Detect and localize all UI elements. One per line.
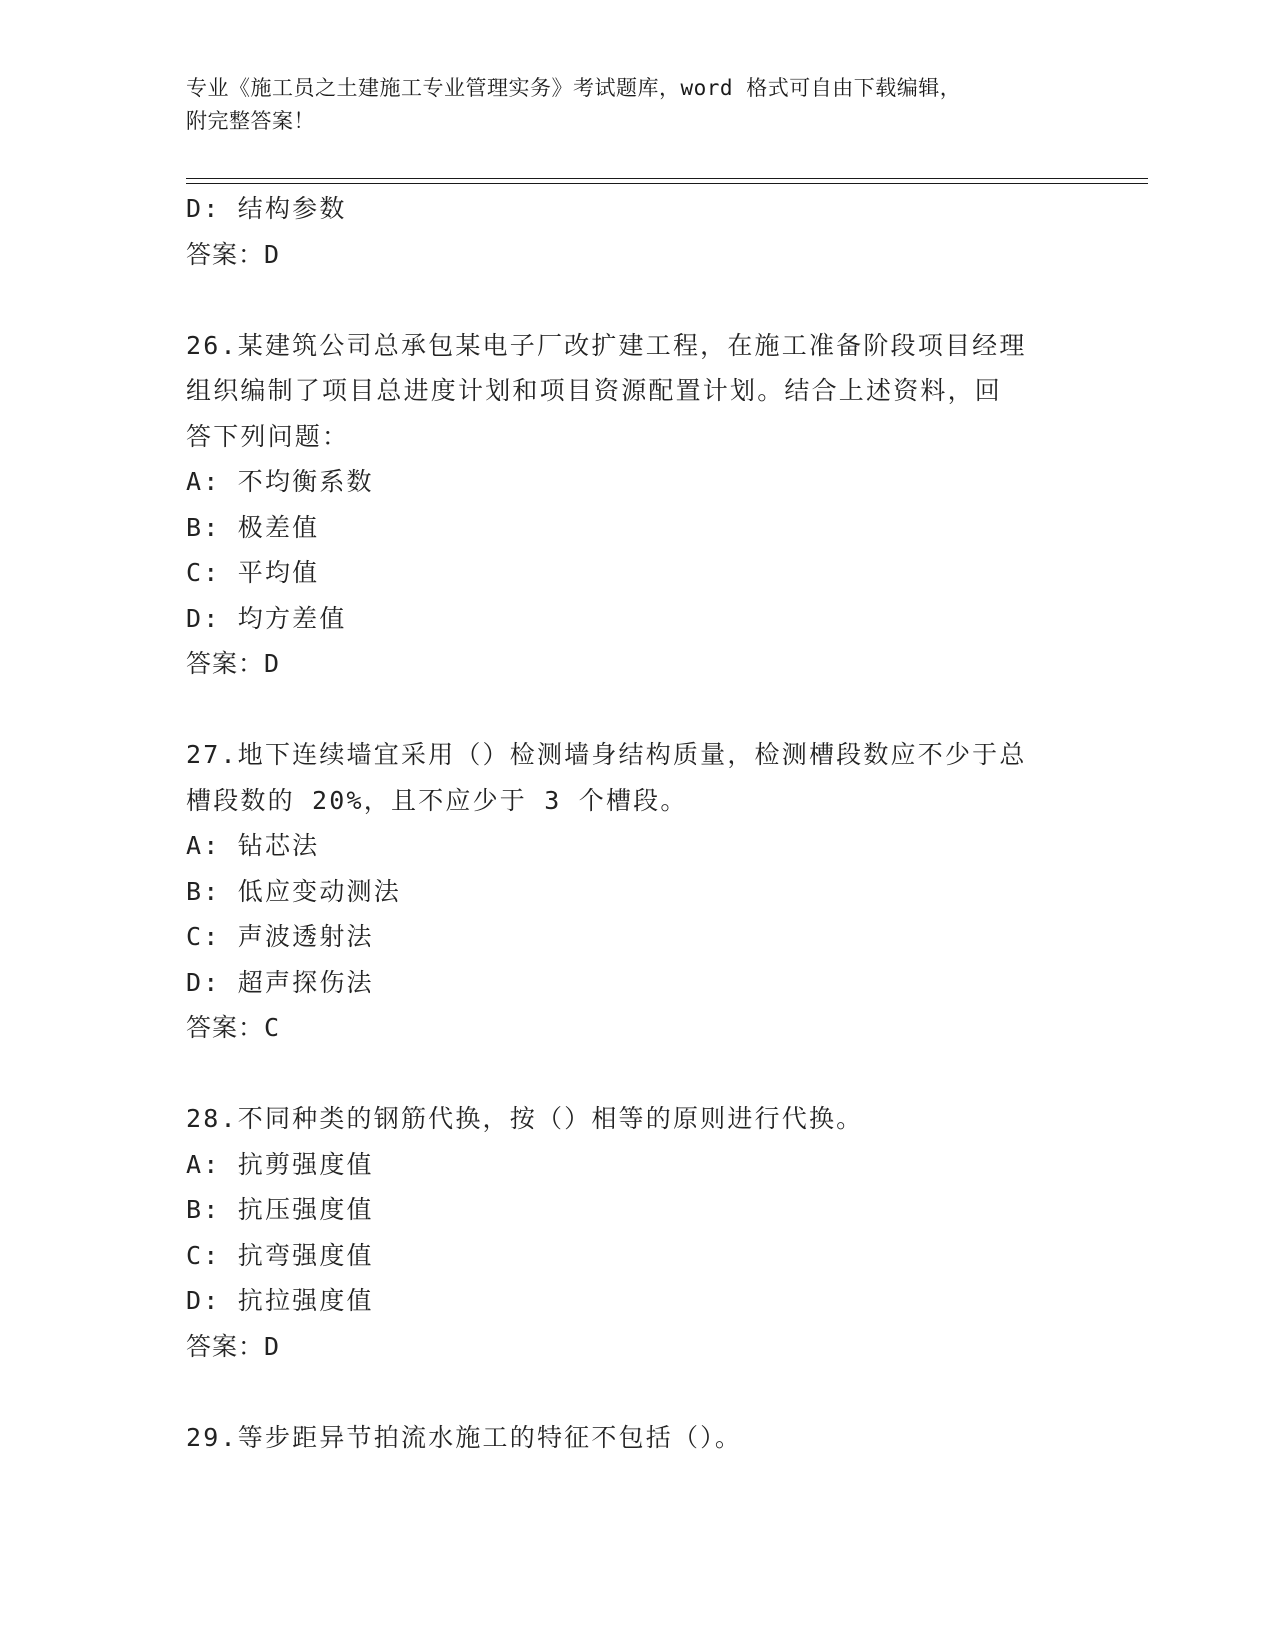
option-b: B: 抗压强度值 bbox=[186, 1195, 374, 1224]
question-text: 槽段数的 20%，且不应少于 3 个槽段。 bbox=[186, 785, 688, 815]
option-d: D: 均方差值 bbox=[186, 603, 347, 633]
question-text: 27.地下连续墙宜采用（）检测墙身结构质量，检测槽段数应不少于总 bbox=[186, 740, 1027, 769]
question-26 bbox=[186, 323, 1086, 687]
option-c: C: 声波透射法 bbox=[186, 922, 374, 951]
answer: 答案：C bbox=[186, 1013, 281, 1042]
option-d: D: 抗拉强度值 bbox=[186, 1286, 374, 1315]
question-28 bbox=[186, 1096, 1086, 1369]
document-body bbox=[186, 186, 1086, 1460]
option-a: A: 钻芯法 bbox=[186, 831, 320, 860]
option-d: D: 超声探伤法 bbox=[186, 967, 374, 997]
option-a: A: 抗剪强度值 bbox=[186, 1149, 374, 1179]
question-27 bbox=[186, 732, 1086, 1051]
spacer bbox=[186, 687, 1086, 733]
answer: 答案：D bbox=[186, 649, 281, 678]
answer: 答案：D bbox=[186, 1331, 281, 1361]
header-line-2: 附完整答案！ bbox=[186, 109, 315, 133]
option-b: B: 极差值 bbox=[186, 512, 320, 542]
option-c: C: 抗弯强度值 bbox=[186, 1240, 374, 1270]
question-text: 28.不同种类的钢筋代换，按（）相等的原则进行代换。 bbox=[186, 1104, 864, 1133]
question-text: 29.等步距异节拍流水施工的特征不包括（）。 bbox=[186, 1422, 743, 1452]
answer: 答案：D bbox=[186, 239, 281, 269]
option-b: B: 低应变动测法 bbox=[186, 876, 401, 906]
question-29 bbox=[186, 1415, 1086, 1461]
spacer bbox=[186, 277, 1086, 323]
header-line-1: 专业《施工员之土建施工专业管理实务》考试题库，word 格式可自由下载编辑， bbox=[186, 76, 962, 100]
spacer bbox=[186, 1369, 1086, 1415]
option-a: A: 不均衡系数 bbox=[186, 467, 374, 496]
option-c: C: 平均值 bbox=[186, 558, 320, 587]
option-d: D: 结构参数 bbox=[186, 194, 347, 223]
header-divider-bottom bbox=[186, 183, 1148, 184]
spacer bbox=[186, 1051, 1086, 1097]
question-text: 26.某建筑公司总承包某电子厂改扩建工程，在施工准备阶段项目经理 bbox=[186, 330, 1027, 360]
header-divider-top bbox=[186, 178, 1148, 179]
question-text: 答下列问题： bbox=[186, 421, 350, 451]
question-text: 组织编制了项目总进度计划和项目资源配置计划。结合上述资料，回 bbox=[186, 376, 1003, 405]
document-header bbox=[186, 72, 1066, 138]
